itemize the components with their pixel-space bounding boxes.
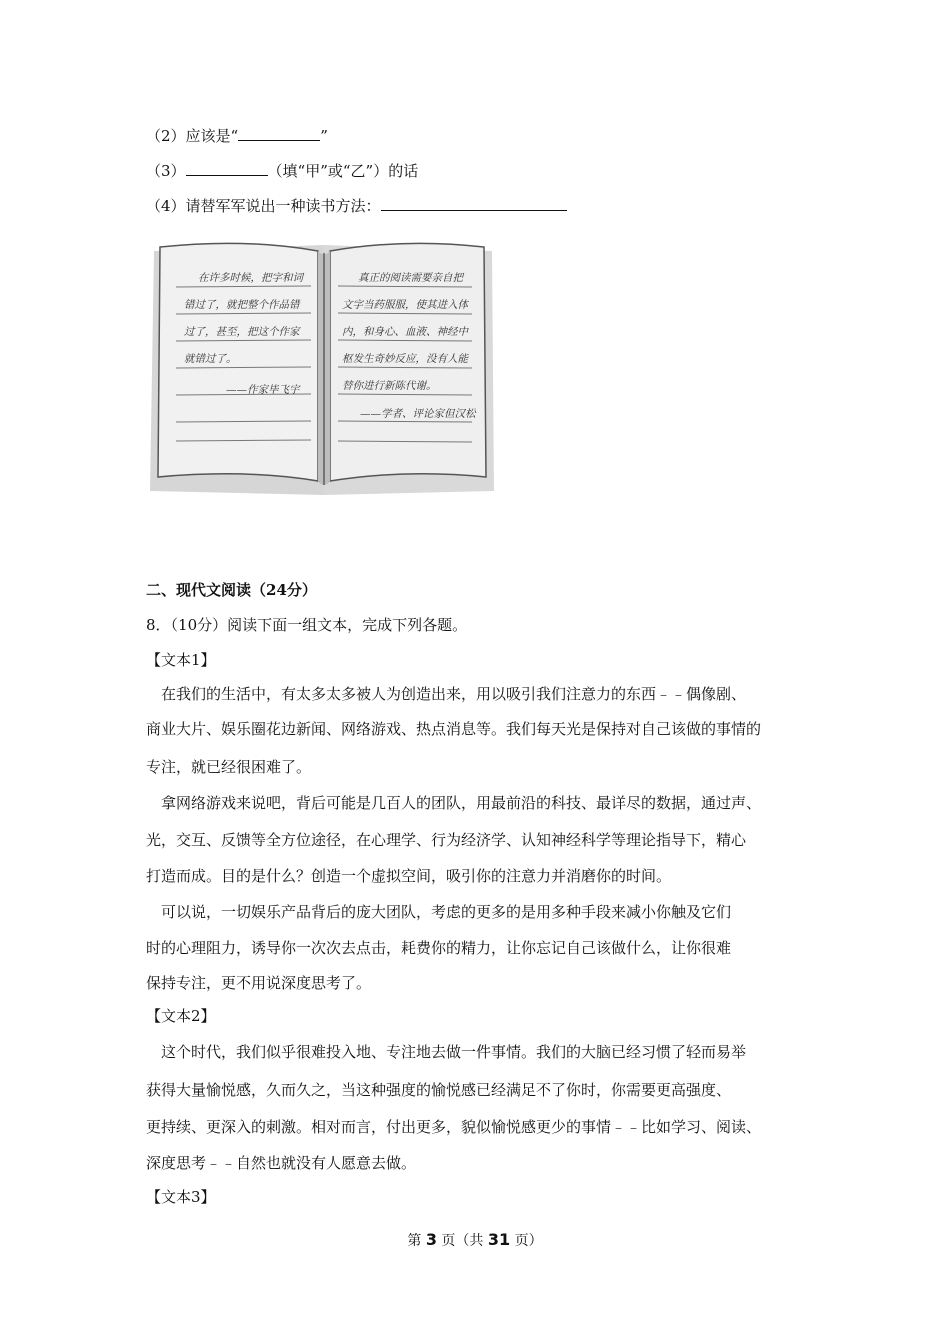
text2-label: 【文本2】 [146, 1007, 216, 1025]
text2-p1-line: 更持续、更深入的刺激。相对而言，付出更多，貌似愉悦感更少的事情﹣﹣比如学习、阅读、 [146, 1118, 762, 1136]
book-right-line: 文字当药服服，使其进入体 [342, 299, 468, 311]
answer-blank[interactable] [381, 196, 567, 211]
text1-p3-line: 保持专注，更不用说深度思考了。 [146, 974, 372, 992]
page-number: 3 [425, 1230, 437, 1249]
book-right-line: 枢发生奇妙反应，没有人能 [342, 353, 468, 365]
question-8: 8．（10分）阅读下面一组文本，完成下列各题。 [146, 616, 468, 634]
page-footer: 第 3 页（共 31 页） [407, 1230, 543, 1249]
book-left-line: 在许多时候，把字和词 [198, 272, 303, 284]
text1-p3-line: 时的心理阻力，诱导你一次次去点击，耗费你的精力，让你忘记自己该做什么，让你很难 [146, 939, 732, 957]
book-left-line: 错过了，就把整个作品错 [184, 299, 300, 311]
section-heading: 二、现代文阅读（24分） [146, 581, 317, 599]
book-left-attribution: ——作家毕飞宇 [226, 384, 300, 396]
book-right-line: 替你进行新陈代谢。 [342, 380, 437, 392]
text1-p1-line: 商业大片、娱乐圈花边新闻、网络游戏、热点消息等。我们每天光是保持对自己该做的事情的 [146, 720, 762, 738]
text1-p2-line: 打造而成。目的是什么？创造一个虚拟空间，吸引你的注意力并消磨你的时间。 [146, 867, 672, 885]
text1-p2-line: 拿网络游戏来说吧，背后可能是几百人的团队，用最前沿的科技、最详尽的数据，通过声、 [161, 794, 762, 812]
text2-p1-line: 获得大量愉悦感，久而久之，当这种强度的愉悦感已经满足不了你时，你需要更高强度、 [146, 1081, 732, 1099]
page-total: 31 [487, 1230, 511, 1249]
book-right-attribution: ——学者、评论家但汉松 [360, 408, 476, 420]
text2-p1-line: 这个时代，我们似乎很难投入地、专注地去做一件事情。我们的大脑已经习惯了轻而易举 [161, 1043, 747, 1061]
book-right-line: 内，和身心、血液、神经中 [342, 326, 468, 338]
question-4: （4）请替军军说出一种读书方法： [146, 196, 567, 216]
question-2: （2）应该是“ ” [146, 127, 328, 145]
question-3: （3） （填“甲”或“乙”）的话 [146, 162, 419, 180]
text1-p2-line: 光，交互、反馈等全方位途径，在心理学、行为经济学、认知神经科学等理论指导下，精心 [146, 831, 747, 849]
text1-p1-line: 在我们的生活中，有太多太多被人为创造出来，用以吸引我们注意力的东西﹣﹣偶像剧、 [161, 685, 747, 703]
text3-label: 【文本3】 [146, 1188, 216, 1206]
open-book-illustration [146, 233, 496, 498]
answer-blank[interactable] [238, 126, 320, 141]
text2-p1-line: 深度思考﹣﹣自然也就没有人愿意去做。 [146, 1154, 417, 1172]
text1-p1-line: 专注，就已经很困难了。 [146, 758, 312, 776]
text1-label: 【文本1】 [146, 651, 216, 669]
book-left-line: 过了，甚至，把这个作家 [184, 326, 300, 338]
text1-p3-line: 可以说，一切娱乐产品背后的庞大团队，考虑的更多的是用多种手段来减小你触及它们 [161, 903, 732, 921]
book-right-line: 真正的阅读需要亲自把 [358, 272, 463, 284]
answer-blank[interactable] [186, 161, 268, 176]
book-left-line: 就错过了。 [184, 353, 237, 365]
